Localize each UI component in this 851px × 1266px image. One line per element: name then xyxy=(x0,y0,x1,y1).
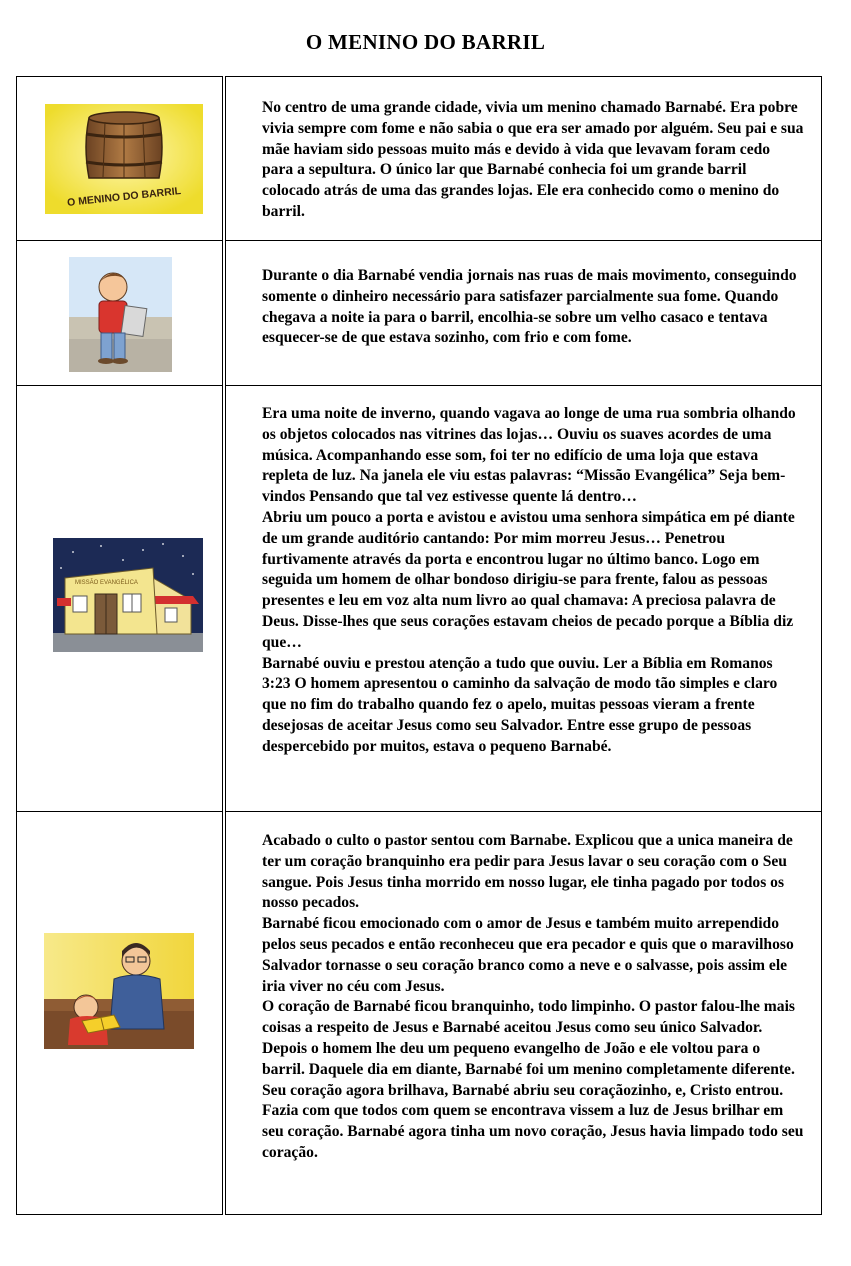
story-row xyxy=(16,385,822,812)
boy-with-newspapers-illustration-icon xyxy=(69,257,172,372)
text-cell xyxy=(225,76,822,241)
mission-building-illustration-icon xyxy=(53,538,203,652)
page-title: O MENINO DO BARRIL xyxy=(305,30,546,54)
barrel-caption: O MENINO DO BARRIL xyxy=(66,185,182,209)
story-row xyxy=(16,76,822,241)
story-paragraph: Seu coração agora brilhava, Barnabé abriu seu coraçãozinho, e, Cristo entrou. xyxy=(262,1081,784,1099)
image-cell xyxy=(16,76,223,241)
story-paragraph: Barnabé ouviu e prestou atenção a tudo que ouviu. Ler a Bíblia em Romanos 3:23 O homem apresentou o caminho da salvação de modo tão simples e claro que no fim do trabalho quando fez o apelo, muitas pessoas vieram a frente desejosas de aceitar Jesus como seu Salvador. Entre esse grupo de pessoas despercebido por muitos, estava o pequeno Barnabé. xyxy=(262,654,778,755)
image-cell xyxy=(16,240,223,386)
story-row xyxy=(16,811,822,1215)
story-paragraph: No centro de uma grande cidade, vivia um menino chamado Barnabé. Era pobre vivia sempre com fome e não sabia o que era ser amado por alguém. Seu pai e sua mãe haviam sido pessoas muito más e devido à vida que levavam foram cedo para a sepultura. O único lar que Barnabé conhecia foi um grande barril colocado atrás de uma das grandes lojas. Ele era conhecido como o menino do barril. xyxy=(262,99,804,220)
image-cell xyxy=(16,811,223,1215)
mission-sign: MISSÃO EVANGÉLICA xyxy=(75,580,138,586)
text-cell xyxy=(225,240,822,386)
story-paragraph: Era uma noite de inverno, quando vagava ao longe de uma rua sombria olhando os objetos colocados nas vitrines das lojas… Ouviu os suaves acordes de uma música. Acompanhando esse som, foi ter no edifício de uma loja que estava repleta de luz. Na janela ele viu estas palavras: “Missão Evangélica” Seja bem-vindos Pensando que tal vez estivesse quente lá dentro… xyxy=(262,405,796,506)
pastor-and-boy-reading-illustration-icon xyxy=(44,933,194,1049)
story-paragraph: Acabado o culto o pastor sentou com Barnabe. Explicou que a unica maneira de ter um coração branquinho era pedir para Jesus lavar o seu coração com o Seu sangue. Pois Jesus tinha morrido em nosso lugar, ele tinha pagado por todos os nosso pecados. xyxy=(262,832,793,912)
story-row xyxy=(16,240,822,386)
story-paragraph: Abriu um pouco a porta e avistou e avistou uma senhora simpática em pé diante de um grande auditório cantando: Por mim morreu Jesus… Penetrou furtivamente através da porta e encontrou lugar no último banco. Logo em seguida um homem de olhar bondoso dirigiu-se para frente, falou as pessoas presentes e leu em voz alta num livro ao qual chamava: A preciosa palavra de Deus. Disse-lhes que seus corações estavam cheios de pecado porque a Bíblia diz que… xyxy=(262,508,795,651)
text-cell xyxy=(225,385,822,812)
story-paragraph: Barnabé ficou emocionado com o amor de Jesus e também muito arrependido pelos seus pecados e então reconheceu que era pecador e quis que o maravilhoso Salvador tornasse o seu coração branco como a neve e o salvasse, pois assim ele iria viver no céu com Jesus. xyxy=(262,915,794,995)
image-cell xyxy=(16,385,223,812)
text-cell xyxy=(225,811,822,1215)
story-paragraph: Durante o dia Barnabé vendia jornais nas ruas de mais movimento, conseguindo somente o dinheiro necessário para satisfazer parcialmente sua fome. Quando chegava a noite ia para o barril, encolhia-se sobre um velho casaco e tentava esquecer-se de que estava sozinho, com frio e com fome. xyxy=(262,267,797,347)
barrel-illustration-icon xyxy=(45,104,203,214)
story-paragraph: O coração de Barnabé ficou branquinho, todo limpinho. O pastor falou-lhe mais coisas a respeito de Jesus e Barnabé aceitou Jesus como seu único Salvador. Depois o homem lhe deu um pequeno evangelho de João e ele voltou para o barril. Daquele dia em diante, Barnabé foi um menino completamente diferente. xyxy=(262,998,795,1078)
story-paragraph: Fazia com que todos com quem se encontrava vissem a luz de Jesus brilhar em seu coração. Barnabé agora tinha um novo coração, Jesus havia limpado todo seu coração. xyxy=(262,1102,804,1161)
